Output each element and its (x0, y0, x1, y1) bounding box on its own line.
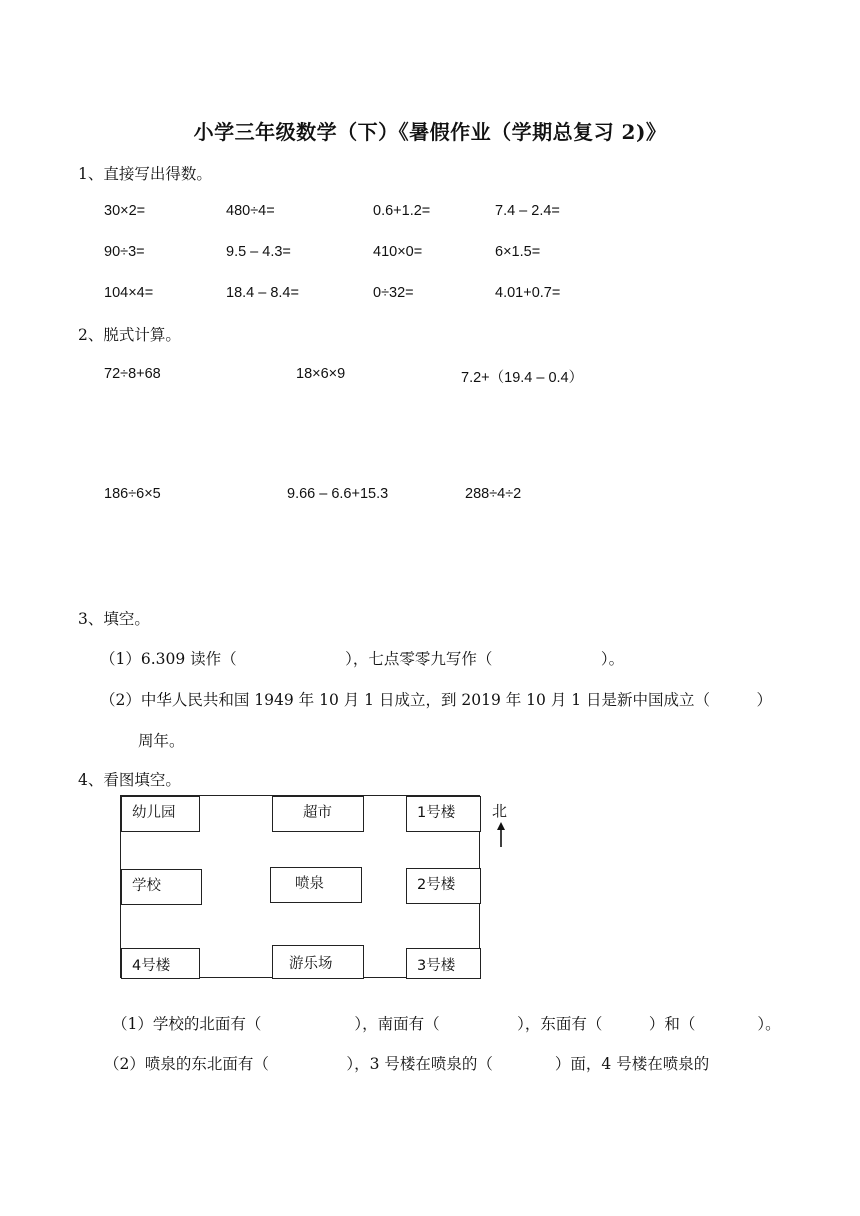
north-label: 北 (492, 802, 508, 820)
map-playground: 游乐场 (272, 945, 364, 979)
q2-item: 9.66 – 6.6+15.3 (287, 486, 389, 502)
neighborhood-map (120, 795, 480, 978)
map-school: 学校 (121, 869, 202, 905)
q1-item: 90÷3= (104, 244, 145, 260)
q2-item: 7.2+（19.4 – 0.4） (461, 370, 584, 386)
map-kindergarten: 幼儿园 (121, 796, 200, 832)
q1-item: 0÷32= (373, 285, 414, 301)
q3-line-1: （1）6.309 读作（ ），七点零零九写作（ ）。 (100, 650, 625, 668)
map-building-2: 2号楼 (406, 868, 481, 904)
q3-line-3: 周年。 (138, 732, 185, 750)
q1-item: 104×4= (104, 285, 154, 301)
map-fountain: 喷泉 (270, 867, 362, 903)
map-building-1: 1号楼 (406, 796, 481, 832)
q1-item: 9.5 – 4.3= (226, 244, 291, 260)
q1-item: 7.4 – 2.4= (495, 203, 560, 219)
map-supermarket: 超市 (272, 796, 364, 832)
q1-item: 410×0= (373, 244, 423, 260)
q2-item: 288÷4÷2 (465, 486, 522, 502)
page-title: 小学三年级数学（下）《暑假作业（学期总复习 2)》 (193, 120, 667, 144)
q4-heading: 4、看图填空。 (78, 771, 181, 789)
q4-line-2: （2）喷泉的东北面有（ ），3 号楼在喷泉的（ ）面，4 号楼在喷泉的 (104, 1055, 710, 1073)
q4-line-1: （1）学校的北面有（ ），南面有（ ），东面有（ ）和（ ）。 (112, 1015, 781, 1033)
q1-item: 6×1.5= (495, 244, 541, 260)
q1-item: 18.4 – 8.4= (226, 285, 299, 301)
q3-heading: 3、填空。 (78, 610, 150, 628)
q1-item: 30×2= (104, 203, 146, 219)
q1-item: 4.01+0.7= (495, 285, 561, 301)
q2-item: 72÷8+68 (104, 366, 161, 382)
q2-item: 186÷6×5 (104, 486, 161, 502)
q2-item: 18×6×9 (296, 366, 346, 382)
q3-line-2: （2）中华人民共和国 1949 年 10 月 1 日成立，到 2019 年 10 月 1 日是新中国成立（ ） (100, 691, 773, 709)
q1-heading: 1、直接写出得数。 (78, 165, 212, 183)
q1-item: 480÷4= (226, 203, 275, 219)
north-arrow-icon (495, 822, 507, 848)
map-building-4: 4号楼 (121, 948, 200, 979)
q1-item: 0.6+1.2= (373, 203, 431, 219)
q2-heading: 2、脱式计算。 (78, 326, 181, 344)
map-building-3: 3号楼 (406, 948, 481, 979)
